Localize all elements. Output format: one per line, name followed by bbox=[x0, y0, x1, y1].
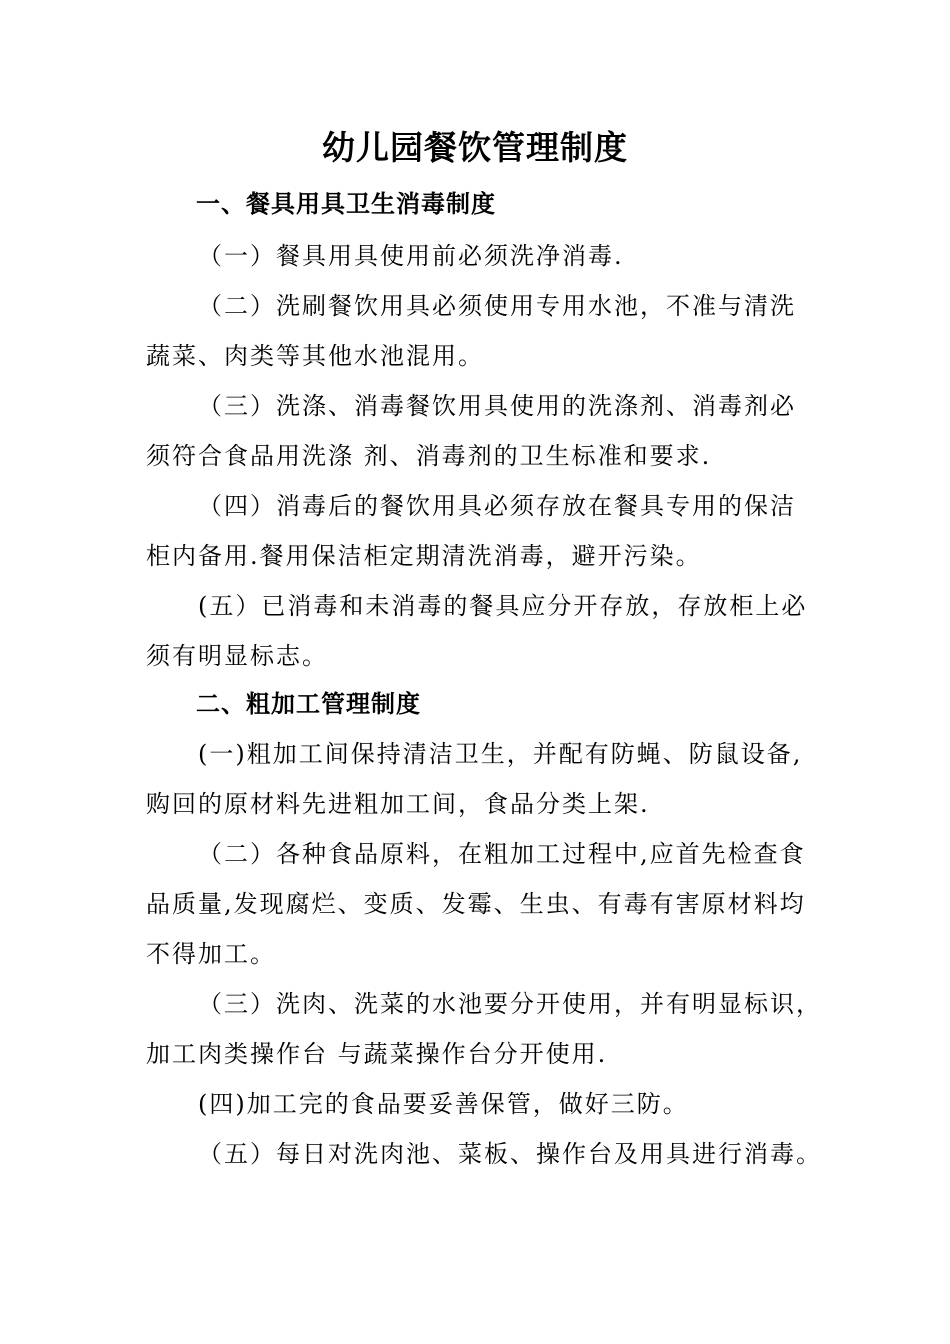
paragraph-line: （三）洗肉、洗菜的水池要分开使用，并有明显标识， bbox=[198, 990, 822, 1018]
paragraph-line: （二）各种食品原料，在粗加工过程中,应首先检查食 bbox=[198, 840, 806, 868]
paragraph-line: 柜内备用.餐用保洁柜定期清洗消毒，避开污染。 bbox=[146, 542, 702, 570]
paragraph-line: 品质量,发现腐烂、变质、发霉、生虫、有毒有害原材料均 bbox=[146, 890, 806, 918]
paragraph-line: 须有明显标志。 bbox=[146, 642, 328, 670]
paragraph-line: （一）餐具用具使用前必须洗净消毒. bbox=[198, 242, 624, 270]
paragraph-line: （四）消毒后的餐饮用具必须存放在餐具专用的保洁 bbox=[198, 492, 796, 520]
paragraph-line: （二）洗刷餐饮用具必须使用专用水池，不准与清洗 bbox=[198, 292, 796, 320]
document-title: 幼儿园餐饮管理制度 bbox=[322, 128, 628, 167]
paragraph-line: (一)粗加工间保持清洁卫生，并配有防蝇、防鼠设备, bbox=[198, 740, 803, 768]
paragraph-line: 蔬菜、肉类等其他水池混用。 bbox=[146, 342, 484, 370]
paragraph-line: 须符合食品用洗涤 剂、消毒剂的卫生标准和要求. bbox=[146, 442, 712, 470]
section-heading-2: 二、粗加工管理制度 bbox=[196, 690, 421, 718]
paragraph-line: 加工肉类操作台 与蔬菜操作台分开使用. bbox=[146, 1040, 608, 1068]
paragraph-line: （三）洗涤、消毒餐饮用具使用的洗涤剂、消毒剂必 bbox=[198, 392, 796, 420]
paragraph-line: 不得加工。 bbox=[146, 940, 276, 968]
section-heading-1: 一、餐具用具卫生消毒制度 bbox=[196, 190, 496, 218]
paragraph-line: 购回的原材料先进粗加工间，食品分类上架. bbox=[146, 790, 650, 818]
paragraph-line: （五）每日对洗肉池、菜板、操作台及用具进行消毒。 bbox=[198, 1140, 822, 1168]
paragraph-line: (五）已消毒和未消毒的餐具应分开存放，存放柜上必 bbox=[198, 592, 808, 620]
paragraph-line: (四)加工完的食品要妥善保管，做好三防。 bbox=[198, 1090, 689, 1118]
